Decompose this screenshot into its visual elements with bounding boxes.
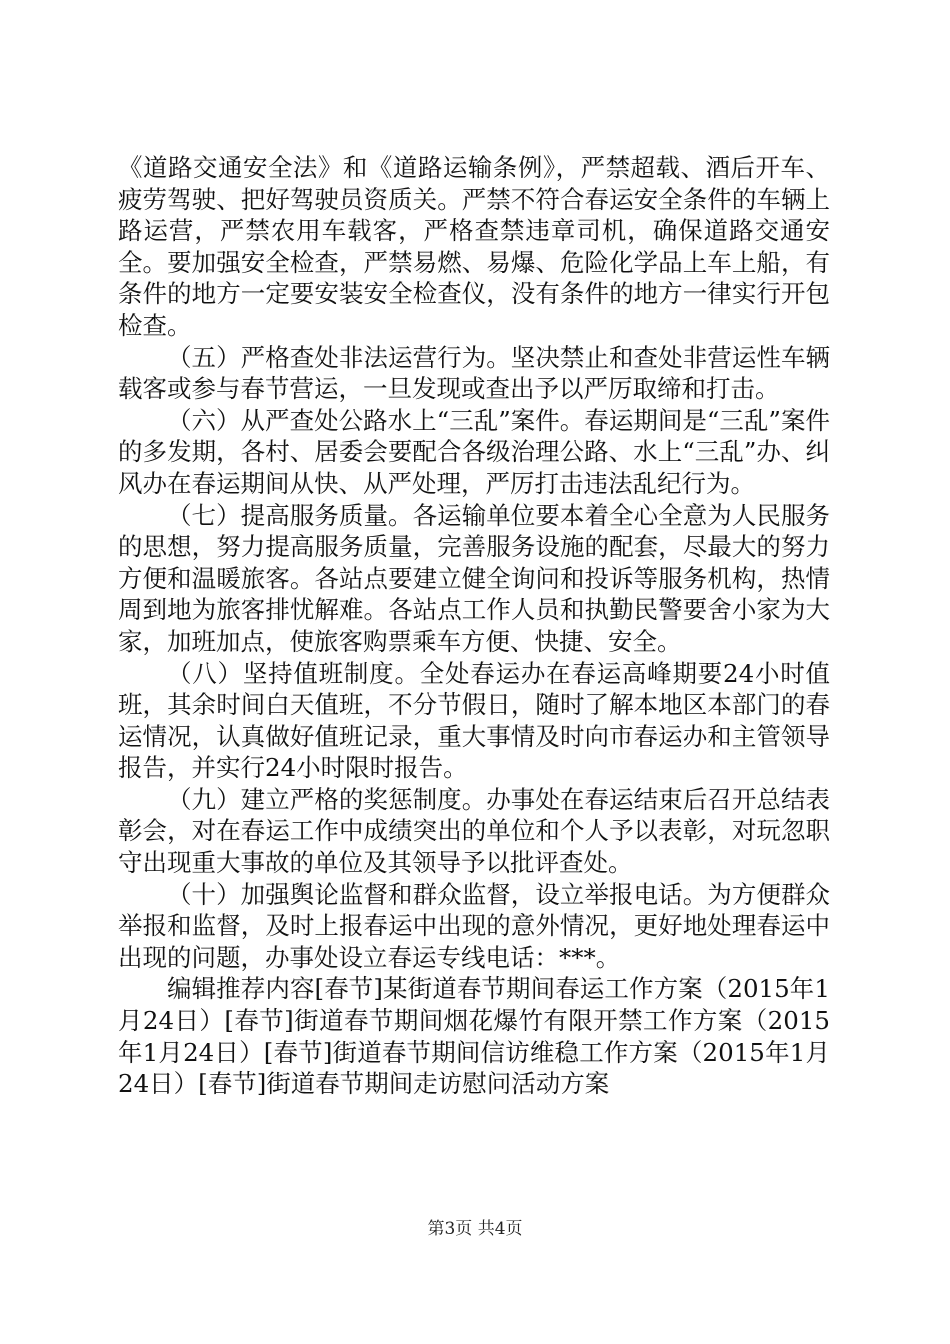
paragraph-item-8: （八）坚持值班制度。全处春运办在春运高峰期要24小时值班，其余时间白天值班，不分节假日，随时了解本地区本部门的春运情况，认真做好值班记录，重大事情及时向市春运办和主管领导报告，并实行24小时限时报告。 — [118, 658, 830, 783]
paragraph-continuation: 《道路交通安全法》和《道路运输条例》，严禁超载、酒后开车、疲劳驾驶、把好驾驶员资质关。严禁不符合春运安全条件的车辆上路运营，严禁农用车载客，严格查禁违章司机，确保道路交通安全。要加强安全检查，严禁易燃、易爆、危险化学品上车上船，有条件的地方一定要安装安全检查仪，没有条件的地方一律实行开包检查。 — [118, 153, 830, 340]
paragraph-item-5: （五）严格查处非法运营行为。坚决禁止和查处非营运性车辆载客或参与春节营运，一旦发现或查出予以严厉取缔和打击。 — [118, 342, 830, 404]
page-number-footer: 第3页 共4页 — [427, 1219, 523, 1239]
paragraph-item-9: （九）建立严格的奖惩制度。办事处在春运结束后召开总结表彰会，对在春运工作中成绩突出的单位和个人予以表彰，对玩忽职守出现重大事故的单位及其领导予以批评查处。 — [118, 784, 830, 878]
paragraph-recommended: 编辑推荐内容[春节]某街道春节期间春运工作方案（2015年1月24日）[春节]街道春节期间烟花爆竹有限开禁工作方案（2015年1月24日）[春节]街道春节期间信访维稳工作方案（2015年1月24日）[春节]街道春节期间走访慰问活动方案 — [118, 974, 830, 1099]
paragraph-item-7: （七）提高服务质量。各运输单位要本着全心全意为人民服务的思想，努力提高服务质量，完善服务设施的配套，尽最大的努力方便和温暖旅客。各站点要建立健全询问和投诉等服务机构，热情周到地为旅客排忧解难。各站点工作人员和执勤民警要舍小家为大家，加班加点，使旅客购票乘车方便、快捷、安全。 — [118, 500, 830, 656]
paragraph-item-6: （六）从严查处公路水上“三乱”案件。春运期间是“三乱”案件的多发期，各村、居委会要配合各级治理公路、水上“三乱”办、纠风办在春运期间从快、从严处理，严厉打击违法乱纪行为。 — [118, 405, 830, 498]
document-body — [118, 152, 830, 1100]
paragraph-item-10: （十）加强舆论监督和群众监督，设立举报电话。为方便群众举报和监督，及时上报春运中出现的意外情况，更好地处理春运中出现的问题，办事处设立春运专线电话：***。 — [118, 879, 830, 972]
